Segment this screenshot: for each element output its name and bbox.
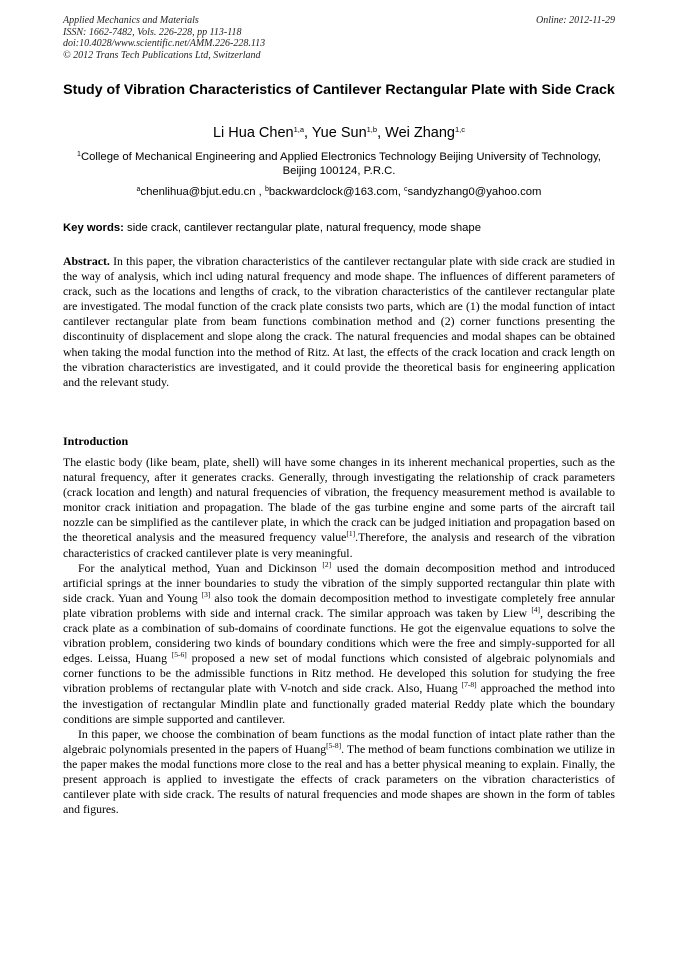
paragraph-text: The elastic body (like beam, plate, shell) will have some changes in its inherent mechanical properties, such as the natural frequency, after it generates cracks. Generally, through investigating the relationship of crack parameters (crack location and length) and natural frequencies of vibration, the frequency measurement method is available to monitor crack initiation and propagation. The blade of the gas turbine engine and some parts of the aircraft tail nozzle can be simplified as the cantilever plate, in which the crack can be judged initiation and propagation based on the theoretical analysis and the measured frequency value: [63, 455, 615, 545]
email-superscript: c: [404, 186, 408, 193]
abstract: [63, 254, 615, 390]
doi-line: doi:10.4028/www.scientific.net/AMM.226-228.113: [63, 38, 266, 49]
author-superscript: 1,b: [366, 125, 378, 134]
intro-paragraph-1: [63, 455, 615, 561]
intro-paragraph-3: [63, 727, 615, 818]
introduction-heading: Introduction: [63, 434, 129, 448]
email-superscript: b: [264, 186, 269, 193]
email-list: [63, 185, 615, 199]
email-address: chenlihua@bjut.edu.cn ,: [140, 186, 262, 198]
affiliation: [63, 150, 615, 178]
journal-name: Applied Mechanics and Materials: [63, 15, 199, 26]
paper-title: Study of Vibration Characteristics of Cantilever Rectangular Plate with Side Crack: [63, 82, 615, 98]
journal-header: [63, 15, 615, 61]
citation: [2]: [322, 559, 332, 569]
citation: [5-6]: [171, 650, 187, 660]
author-superscript: 1,a: [293, 125, 305, 134]
paragraph-text: . The method of beam functions combination we utilize in the paper makes the modal functions more close to the real and has a better physical meaning to explain. Finally, the present approach is applied to investigate the effects of crack parameters on the vibration characteristics of cantilever plate with side crack. The results of natural frequencies and mode shapes are shown in the form of tables and figures.: [63, 741, 615, 817]
issn-line: ISSN: 1662-7482, Vols. 226-228, pp 113-118: [63, 26, 242, 38]
paragraph-text: .Therefore, the analysis and research of the vibration characteristics of cracked cantilever plate is very meaningful.: [63, 530, 615, 560]
paragraph-text: proposed a new set of modal functions which consisted of algebraic polynomials and corner functions to be the admissible functions in Ritz method. He developed this solution for studying the free vibration problems of rectangular plate with V-notch and side crack. Also, Huang: [63, 651, 615, 696]
citation: [1]: [346, 529, 356, 539]
paragraph-text: In this paper, we choose the combination of beam functions as the modal function of intact plate rather than the algebraic polynomials presented in the papers of Huang: [63, 726, 615, 756]
author-name: Li Hua Chen: [212, 125, 294, 141]
keywords: [63, 221, 615, 235]
introduction-body: [63, 455, 615, 817]
affiliation-text: College of Mechanical Engineering and Applied Electronics Technology Beijing University of Technology, Beijing 100124, P.R.C.: [80, 151, 601, 177]
author-list: Li Hua Chen$^{1,a}$, Yue Sun$^{1,b}$, Wei Zhang$^{1,c}$: [212, 125, 466, 141]
citation: [3]: [201, 589, 211, 599]
copyright-line: © 2012 Trans Tech Publications Ltd, Switzerland: [63, 49, 261, 61]
email-address: backwardclock@163.com,: [268, 186, 401, 198]
abstract-text: In this paper, the vibration characteristics of the cantilever rectangular plate with side crack are studied in the way of analysis, which incl uding natural frequency and mode shape. The influences of different parameters of crack, such as the locations and lengths of crack, to the vibration characteristics of the cantilever rectangular plate are investigated. The modal function of the crack plate consists two parts, which are (1) the modal function of intact cantilever rectangular plate from beam functions combination method and (2) corner functions presenting the discontinuity of displacement and slope along the crack. The natural frequencies and modal shapes can be obtained when taking the modal function into the method of Ritz. At last, the effects of the crack location and crack length on the vibration characteristics are investigated, and it could provide the theoretical basis for engineering application and the relevant study.: [63, 254, 615, 389]
affiliation-superscript: 1: [77, 151, 81, 158]
paragraph-text: also took the domain decomposition method to investigate completely free annular plate vibration problems with side and internal crack. The similar approach was taken by Liew: [63, 590, 615, 620]
paragraph-text: , describing the crack plate as a combination of sub-domains of coordinate functions. He got the eigenvalue equations to solve the vibration problem, considering two kinds of boundary conditions which were the free and simply-supported for all edges. Leissa, Huang: [63, 605, 616, 666]
paragraph-text: For the analytical method, Yuan and Dickinson: [78, 560, 323, 575]
paragraph-text: approached the method into the investigation of rectangular Mindlin plate and functionally graded material Reddy plate which the boundary conditions are simple supported and cantilever.: [63, 681, 616, 726]
paragraph-text: used the domain decomposition method and introduced artificial springs at the inner boundaries to study the vibration of the simply supported rectangular thin plate with side crack. Yuan and Young: [63, 560, 615, 605]
citation: [5-8]: [326, 740, 342, 750]
author-superscript: 1,c: [455, 125, 466, 134]
abstract-label: Abstract.: [63, 254, 110, 268]
keywords-text: side crack, cantilever rectangular plate, natural frequency, mode shape: [127, 222, 482, 234]
author-name: Yue Sun: [311, 125, 367, 141]
intro-paragraph-2: [63, 561, 615, 727]
citation: [7-8]: [461, 680, 477, 690]
online-date: Online: 2012-11-29: [536, 15, 615, 26]
email-superscript: a: [136, 186, 141, 193]
author-name: Wei Zhang: [385, 125, 455, 141]
keywords-label: Key words:: [63, 222, 124, 234]
email-address: sandyzhang0@yahoo.com: [407, 186, 542, 198]
citation: [4]: [531, 604, 541, 614]
